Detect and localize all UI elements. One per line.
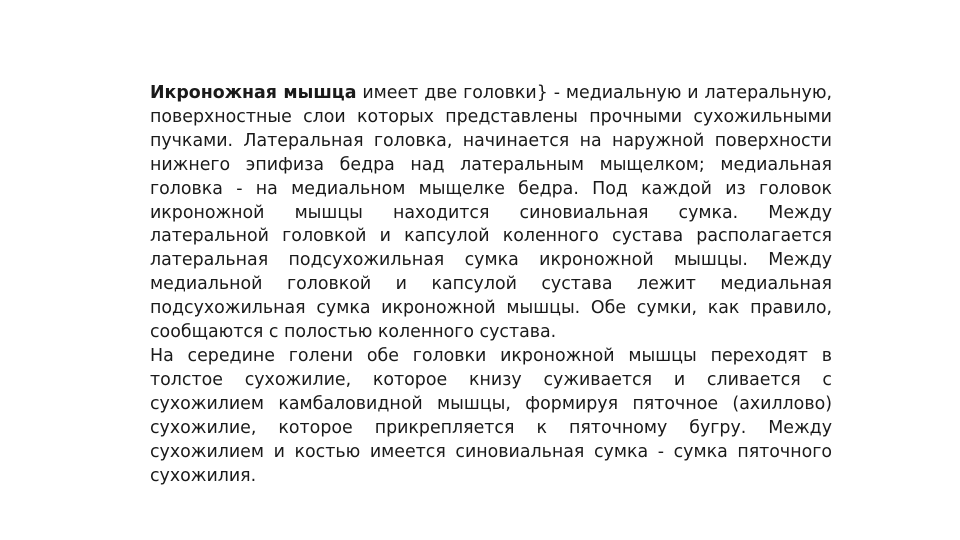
term-heading: Икроножная мышца bbox=[150, 83, 357, 103]
body-text bbox=[150, 82, 832, 488]
paragraph-1-text: имеет две головки} - медиальную и латеральную, поверхностные слои которых представлены прочными сухожильными пучками. Латеральная головка, начинается на наружной поверхности нижнего эпифиза бедра над латеральным мыщелком; медиальная головка - на медиальном мыщелке бедра. Под каждой из головок икроножной мышцы находится синовиальная сумка. Между латеральной головкой и капсулой коленного сустава располагается латеральная подсухожильная сумка икроножной мышцы. Между медиальной головкой и капсулой сустава лежит медиальная подсухожильная сумка икроножной мышцы. Обе сумки, как правило, сообщаются с полостью коленного сустава. bbox=[150, 83, 833, 343]
paragraph-1 bbox=[150, 82, 832, 345]
paragraph-2: На середине голени обе головки икроножной мышцы переходят в толстое сухожилие, которое книзу суживается и сливается с сухожилием камбаловидной мышцы, формируя пяточное (ахиллово) сухожилие, которое прикрепляется к пяточному бугру. Между сухожилием и костью имеется синовиальная сумка - сумка пяточного сухожилия. bbox=[150, 345, 832, 486]
